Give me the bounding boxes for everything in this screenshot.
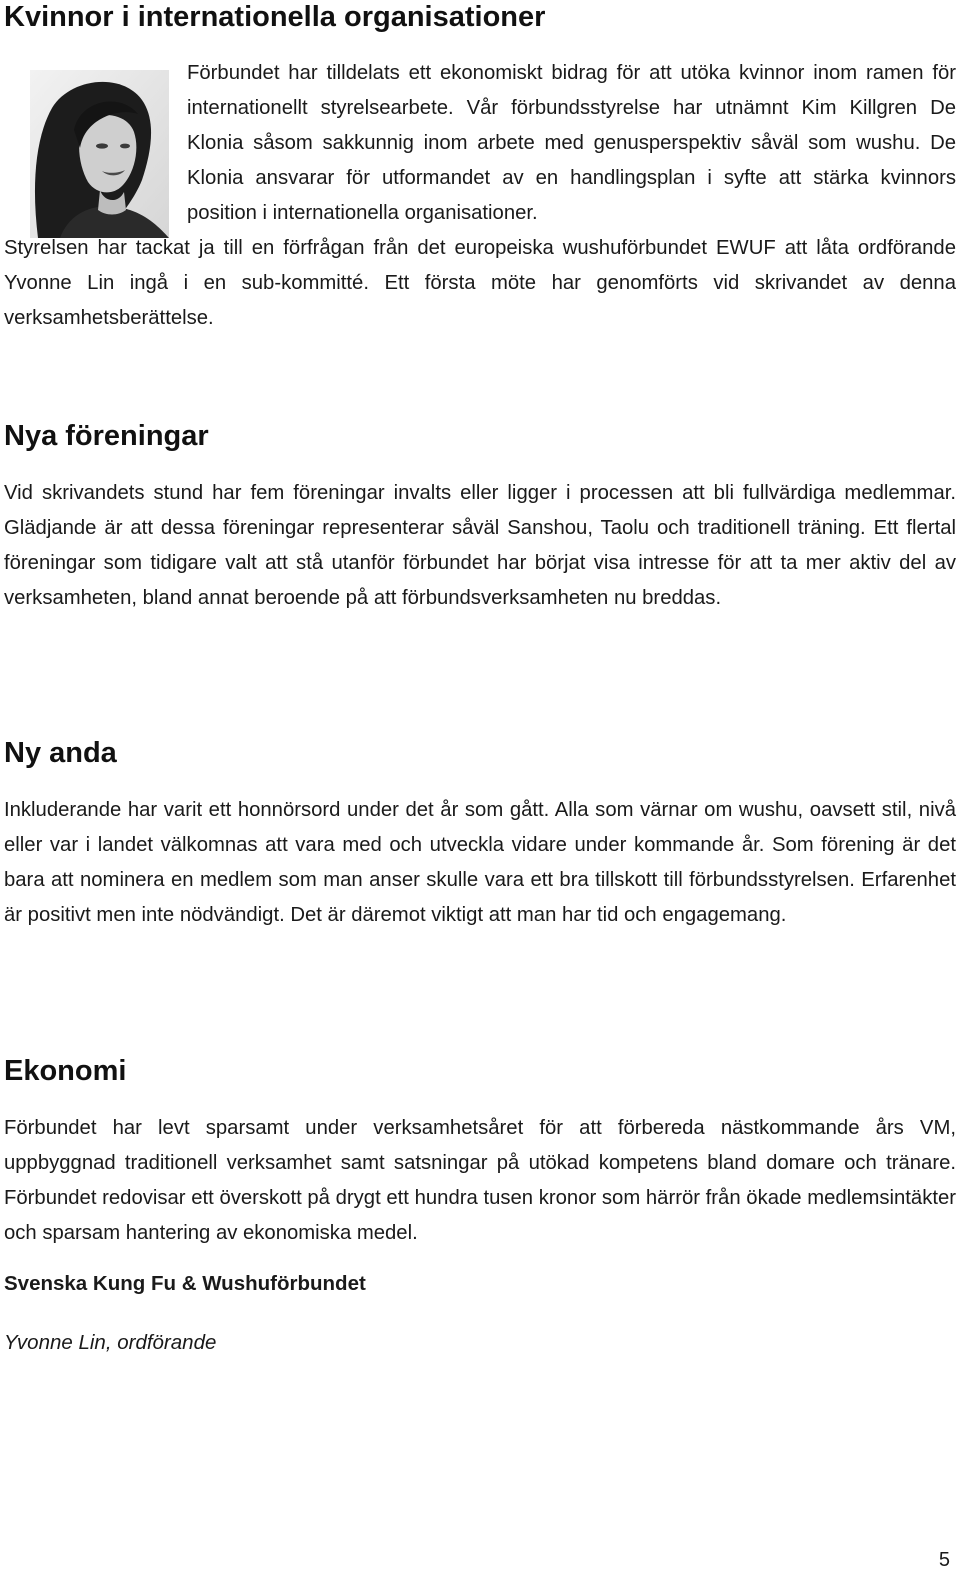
signature-organization: Svenska Kung Fu & Wushuförbundet	[4, 1272, 366, 1295]
section-title-new-spirit: Ny anda	[4, 737, 117, 769]
new-spirit-paragraph: Inkluderande har varit ett honnörsord under det år som gått. Alla som värnar om wushu, oavsett stil, nivå eller var i landet välkomnas att vara med och utveckla vidare under kommande år. Som förening är det bara att nominera en medlem som man anser skulle vara ett bra tillskott till förbundsstyrelsen. Erfarenhet är positivt men inte nödvändigt. Det är däremot viktigt att man har tid och engagemang.	[4, 799, 956, 926]
signature-name: Yvonne Lin, ordförande	[4, 1331, 217, 1354]
section-title-new-associations: Nya föreningar	[4, 420, 209, 452]
page-number: 5	[938, 1549, 950, 1571]
economy-paragraph: Förbundet har levt sparsamt under verksamhetsåret för att förbereda nästkommande års VM, uppbyggnad traditionell verksamhet samt satsningar på utökad kompetens bland domare och tränare. Förbundet redovisar ett överskott på drygt ett hundra tusen kronor som härrör från ökade medlemsintäkter och sparsam hantering av ekonomiska medel.	[4, 1117, 956, 1244]
new-associations-paragraph: Vid skrivandets stund har fem föreningar invalts eller ligger i processen att bli fullvärdiga medlemmar. Glädjande är att dessa föreningar representerar såväl Sanshou, Taolu och traditionell träning. Ett flertal föreningar som tidigare valt att stå utanför förbundet har börjat visa intresse för att ta mer aktiv del av verksamheten, bland annat beroende på att förbundsverksamheten nu breddas.	[4, 482, 956, 609]
women-continued-paragraph: Styrelsen har tackat ja till en förfrågan från det europeiska wushuförbundet EWUF att låta ordförande Yvonne Lin ingå i en sub-kommitté. Ett första möte har genomförts vid skrivandet av denna verksamhetsberättelse.	[4, 237, 956, 329]
portrait-photo	[30, 70, 169, 238]
section-title-economy: Ekonomi	[4, 1055, 127, 1087]
women-intro-paragraph: Förbundet har tilldelats ett ekonomiskt bidrag för att utöka kvinnor inom ramen för internationellt styrelsearbete. Vår förbundsstyrelse har utnämnt Kim Killgren De Klonia såsom sakkunnig inom arbete med genusperspektiv såväl som wushu. De Klonia ansvarar för utformandet av en handlingsplan i syfte att stärka kvinnors position i internationella organisationer.	[187, 62, 956, 224]
section-title-women-international: Kvinnor i internationella organisationer	[4, 1, 546, 33]
